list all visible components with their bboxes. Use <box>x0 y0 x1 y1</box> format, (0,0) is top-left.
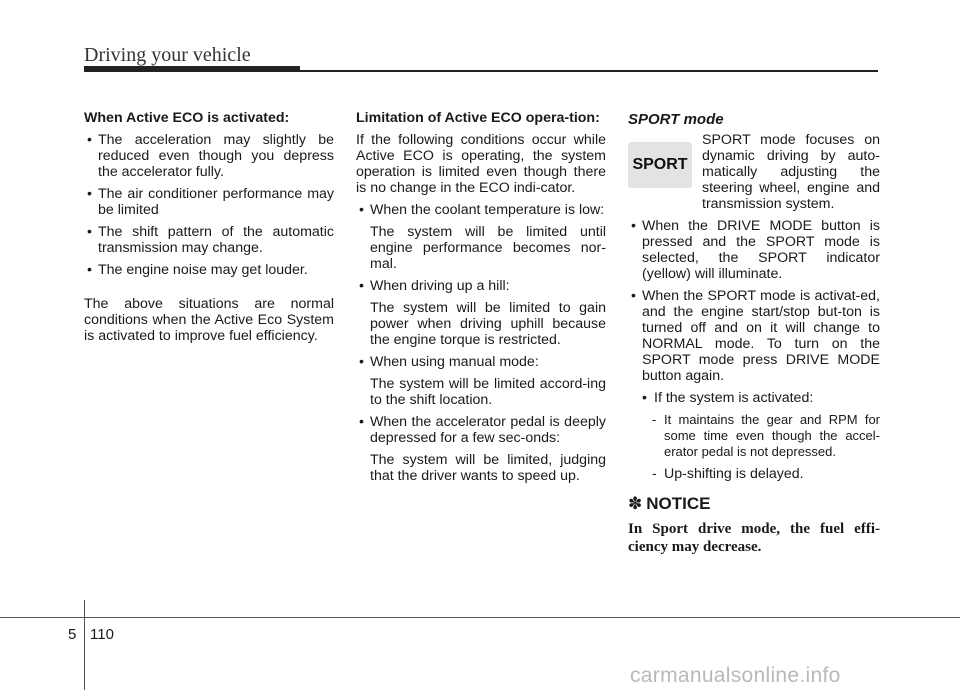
sport-mode-description: SPORT mode focuses on dynamic driving by auto-matically adjusting the steering wheel, engine and transmission system. <box>702 132 880 212</box>
sport-mode-bullet: • When the SPORT mode is activat-ed, and the engine start/stop but-ton is turned off and on it will change to NORMAL mode. To turn on the SPORT mode press DRIVE MODE button again. <box>628 288 880 384</box>
active-eco-bullet: • The shift pattern of the automatic transmission may change. <box>84 224 334 256</box>
limitation-bullet: • When the coolant temperature is low: <box>356 202 606 218</box>
page-number: 110 <box>90 626 114 643</box>
sport-mode-icon: SPORT <box>628 142 692 188</box>
column-sport-mode <box>628 112 880 556</box>
page-header-title: Driving your vehicle <box>84 44 251 66</box>
limitation-detail: The system will be limited until engine performance becomes nor-mal. <box>370 224 606 272</box>
sport-mode-dash-item <box>628 466 880 482</box>
header-rule-thin <box>300 70 878 72</box>
limitation-detail: The system will be limited, judging that the driver wants to speed up. <box>370 452 606 484</box>
notice-label: NOTICE <box>646 494 711 513</box>
active-eco-bullet: • The air conditioner performance may be limited <box>84 186 334 218</box>
sport-mode-intro <box>628 132 880 210</box>
limitation-bullet: • When the accelerator pedal is deeply depressed for a few sec-onds: <box>356 414 606 446</box>
column-limitations <box>356 110 606 490</box>
active-eco-bullet: • The engine noise may get louder. <box>84 262 334 278</box>
active-eco-paragraph: The above situations are normal conditions when the Active Eco System is activated to improve fuel efficiency. <box>84 296 334 344</box>
dash-item-text: It maintains the gear and RPM for some time even though the accel-erator pedal is not depressed. <box>664 412 880 459</box>
limitation-bullet: • When driving up a hill: <box>356 278 606 294</box>
footer-rule <box>0 617 960 618</box>
limitation-bullet: • When using manual mode: <box>356 354 606 370</box>
sport-mode-dash-item <box>628 412 880 460</box>
watermark: carmanualsonline.info <box>630 664 841 687</box>
limitation-detail: The system will be limited to gain power when driving uphill because the engine torque is restricted. <box>370 300 606 348</box>
notice-icon: ✽ <box>628 494 643 513</box>
sport-mode-bullet: • When the DRIVE MODE button is pressed and the SPORT mode is selected, the SPORT indicator (yellow) will illuminate. <box>628 218 880 282</box>
limitation-intro: If the following conditions occur while Active ECO is operating, the system operation is limited even though there is no change in the ECO indi-cator. <box>356 132 606 196</box>
footer-divider <box>84 600 85 690</box>
notice-body: In Sport drive mode, the fuel effi-ciency may decrease. <box>628 521 880 555</box>
dash-item-text: Up-shifting is delayed. <box>664 466 804 482</box>
sport-mode-title: SPORT mode <box>628 111 724 128</box>
active-eco-bullet: • The acceleration may slightly be reduced even though you depress the accelerator fully. <box>84 132 334 180</box>
limitation-detail: The system will be limited accord-ing to the shift location. <box>370 376 606 408</box>
limitation-heading: Limitation of Active ECO opera-tion: <box>356 110 600 126</box>
chapter-number: 5 <box>68 626 77 643</box>
notice-heading <box>628 496 880 512</box>
dash-marker: - <box>652 412 657 427</box>
header-rule-thick <box>84 66 300 72</box>
column-active-eco <box>84 110 334 350</box>
sport-mode-sub-bullet: • If the system is activated: <box>628 390 880 406</box>
active-eco-heading: When Active ECO is activated: <box>84 110 290 126</box>
dash-marker: - <box>652 466 657 482</box>
